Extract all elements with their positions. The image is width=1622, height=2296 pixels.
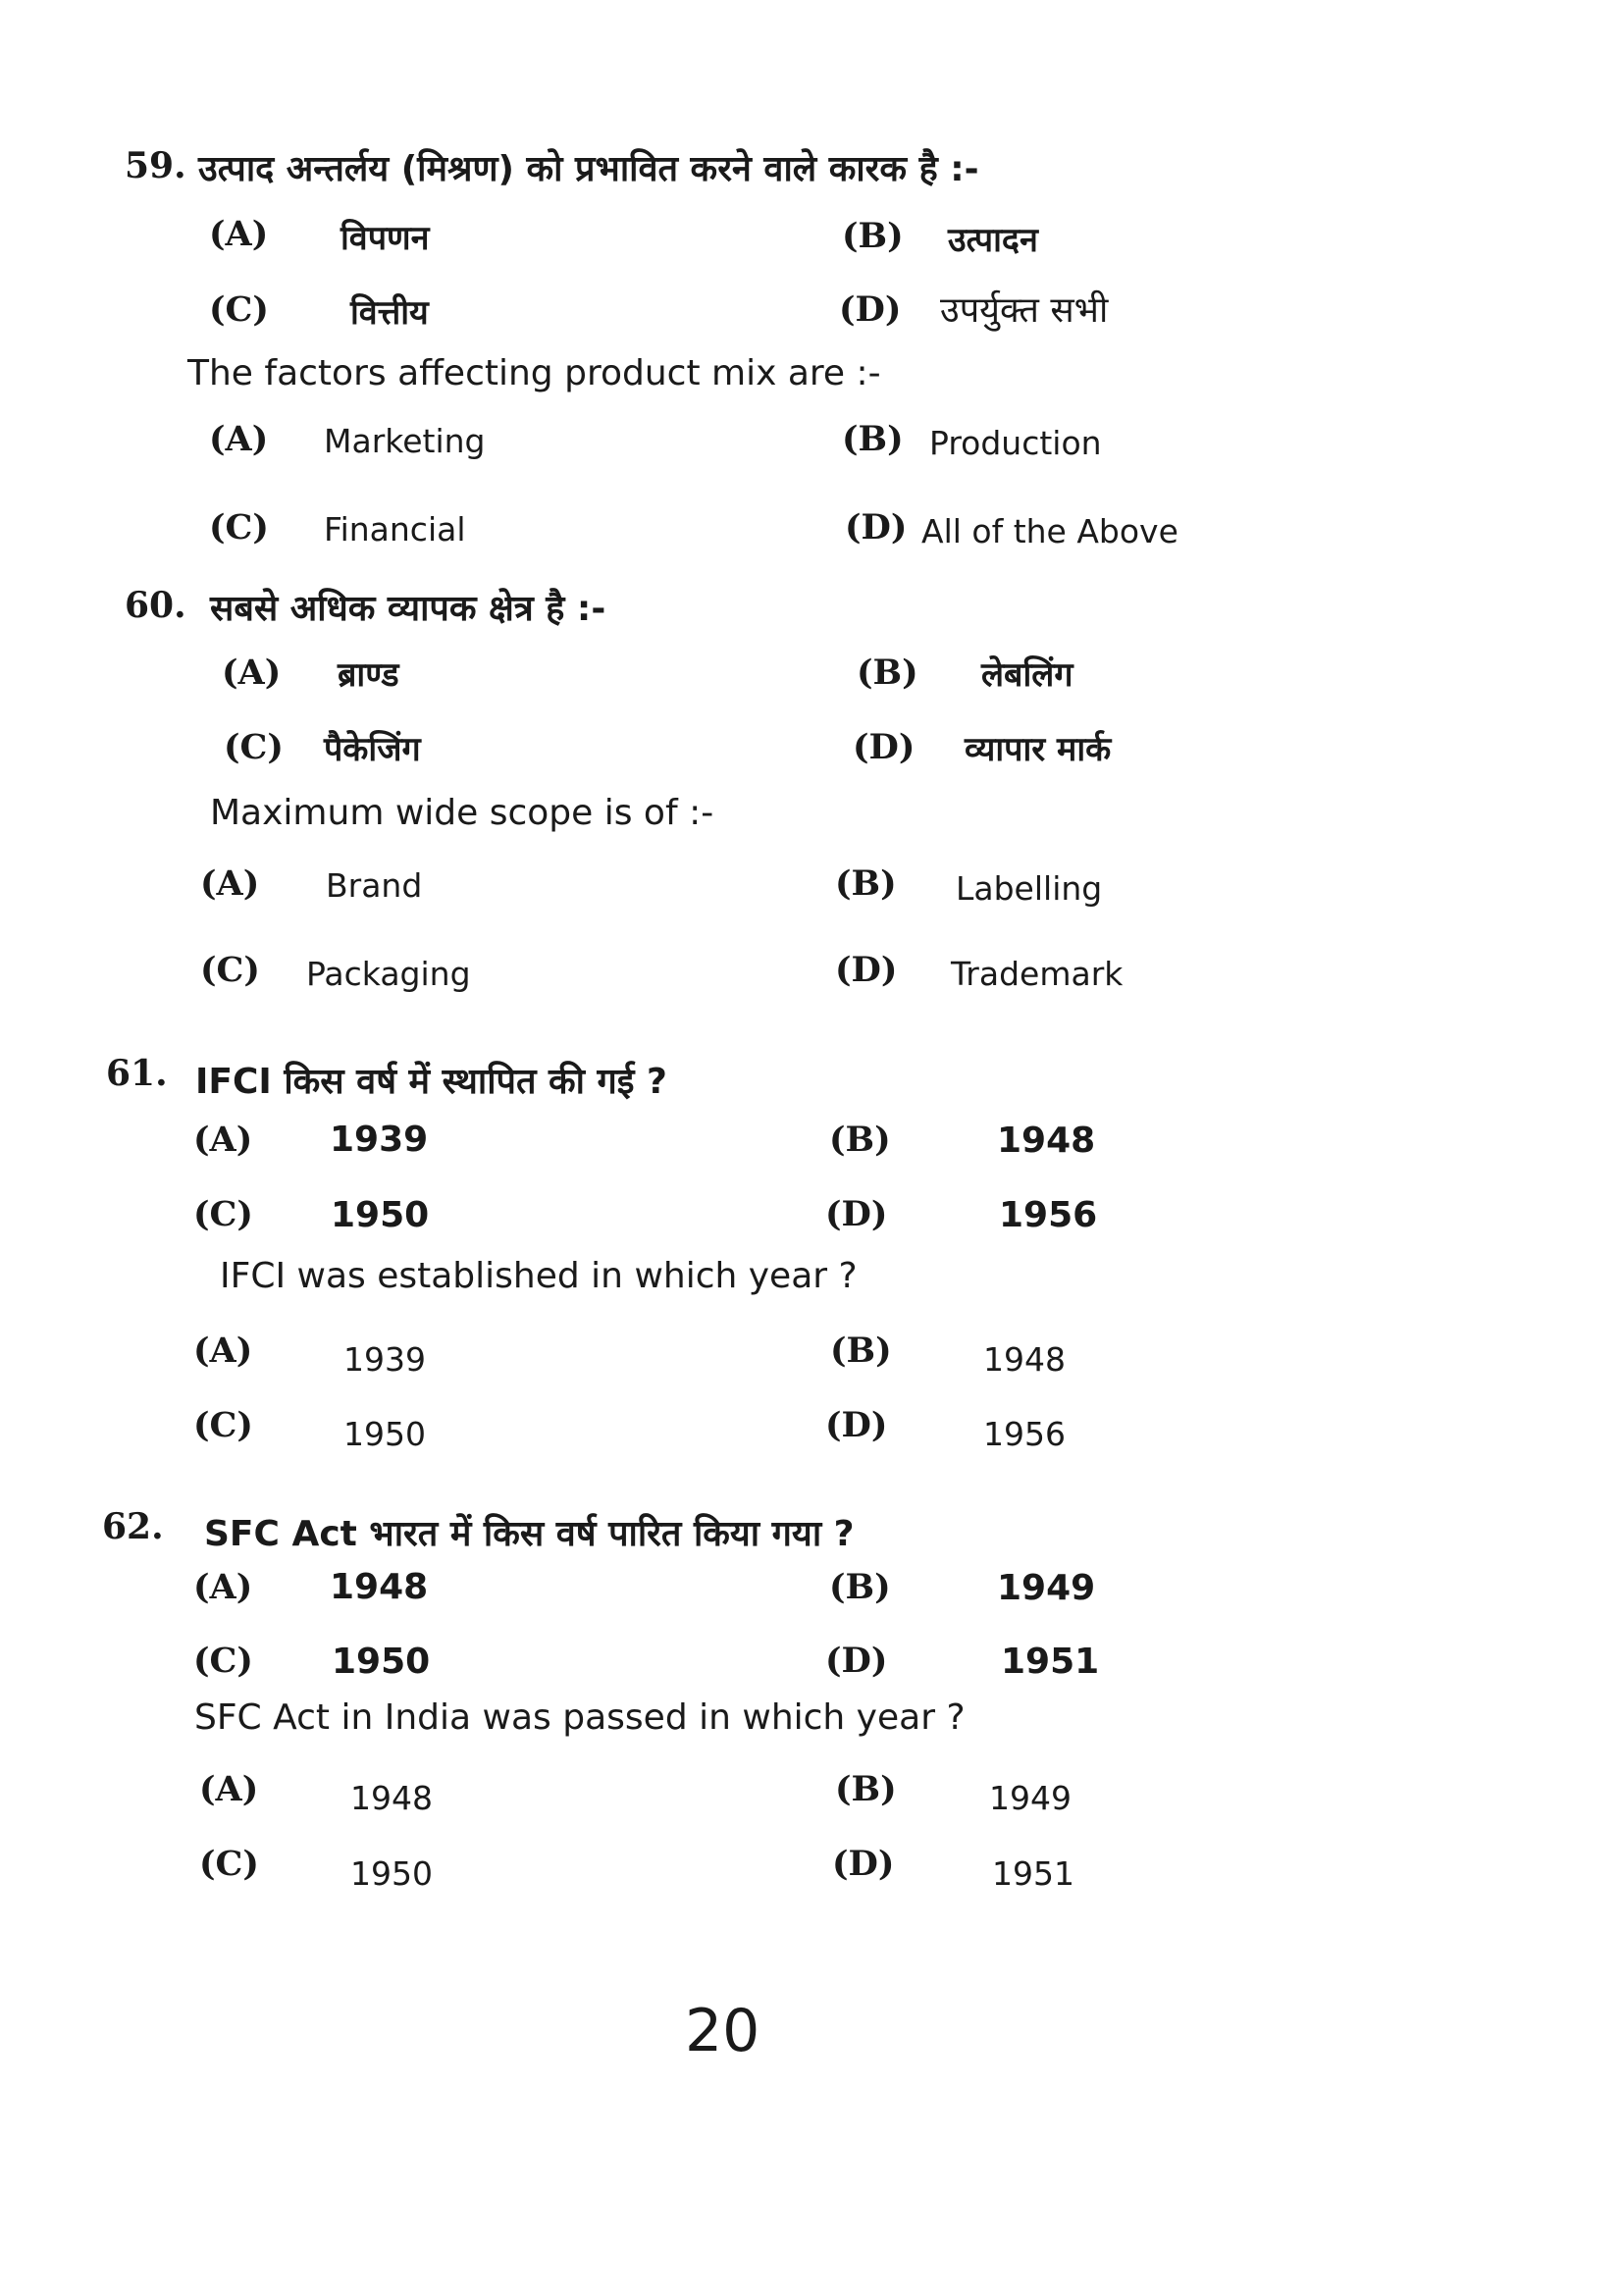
option-text-english: 1949 bbox=[989, 1779, 1072, 1817]
option-text-hindi: पैकेजिंग bbox=[324, 730, 421, 769]
option-label: (A) bbox=[209, 419, 269, 459]
option-text-hindi: 1948 bbox=[997, 1121, 1096, 1161]
option-label: (B) bbox=[829, 1567, 891, 1607]
question-text-english: SFC Act in India was passed in which year ? bbox=[194, 1697, 966, 1738]
option-text-english: 1950 bbox=[343, 1415, 426, 1453]
option-label: (A) bbox=[193, 1567, 253, 1607]
option-text-english: Packaging bbox=[306, 955, 471, 993]
option-label: (D) bbox=[839, 289, 902, 330]
question-text-hindi: उत्पाद अन्तर्लय (मिश्रण) को प्रभावित करने वाले कारक है :- bbox=[198, 149, 979, 189]
option-text-hindi: वित्तीय bbox=[350, 293, 429, 333]
question-text-hindi: IFCI किस वर्ष में स्थापित की गई ? bbox=[195, 1062, 667, 1102]
option-label: (A) bbox=[199, 1769, 259, 1809]
option-text-english: Marketing bbox=[324, 422, 486, 460]
option-text-hindi: 1951 bbox=[1001, 1642, 1100, 1682]
option-label: (D) bbox=[853, 727, 916, 767]
option-text-hindi: 1948 bbox=[330, 1567, 429, 1607]
option-label: (C) bbox=[209, 289, 269, 330]
question-number: 60. bbox=[125, 585, 186, 626]
question-number: 62. bbox=[102, 1506, 164, 1547]
option-label: (C) bbox=[209, 507, 269, 548]
option-text-hindi: 1956 bbox=[999, 1195, 1098, 1235]
option-label: (B) bbox=[835, 863, 897, 904]
question-number: 59. bbox=[125, 145, 186, 186]
question-text-hindi: सबसे अधिक व्यापक क्षेत्र है :- bbox=[210, 589, 606, 629]
option-label: (A) bbox=[193, 1331, 253, 1371]
option-text-hindi: 1939 bbox=[330, 1120, 429, 1160]
option-text-english: 1951 bbox=[992, 1854, 1074, 1893]
option-text-english: 1939 bbox=[343, 1340, 426, 1379]
option-label: (B) bbox=[835, 1769, 897, 1809]
option-label: (D) bbox=[835, 950, 898, 990]
option-text-english: 1950 bbox=[350, 1854, 433, 1893]
option-text-hindi: व्यापार मार्क bbox=[965, 730, 1112, 769]
option-text-hindi: उत्पादन bbox=[948, 221, 1038, 260]
question-text-hindi: SFC Act भारत में किस वर्ष पारित किया गया ? bbox=[204, 1514, 855, 1554]
option-label: (D) bbox=[825, 1405, 888, 1445]
option-label: (C) bbox=[193, 1405, 253, 1445]
option-text-english: Brand bbox=[326, 866, 423, 905]
option-label: (C) bbox=[200, 950, 260, 990]
option-text-hindi: ब्राण्ड bbox=[338, 655, 399, 695]
option-label: (B) bbox=[830, 1331, 892, 1371]
option-label: (D) bbox=[845, 507, 908, 548]
option-label: (D) bbox=[832, 1844, 895, 1884]
option-text-hindi: विपणन bbox=[340, 219, 430, 258]
option-label: (A) bbox=[200, 863, 260, 904]
question-text-english: The factors affecting product mix are :- bbox=[187, 353, 881, 393]
option-label: (B) bbox=[842, 419, 904, 459]
page-number: 20 bbox=[685, 1997, 760, 2065]
option-text-english: All of the Above bbox=[921, 512, 1178, 550]
option-text-english: 1948 bbox=[983, 1340, 1066, 1379]
option-text-hindi: 1949 bbox=[997, 1568, 1096, 1608]
option-label: (C) bbox=[199, 1844, 259, 1884]
option-text-english: Production bbox=[929, 424, 1102, 462]
option-text-hindi: उपर्युक्त सभी bbox=[940, 290, 1109, 331]
option-text-hindi: लेबलिंग bbox=[981, 655, 1073, 695]
option-text-english: 1956 bbox=[983, 1415, 1066, 1453]
question-number: 61. bbox=[106, 1053, 168, 1094]
option-text-english: Trademark bbox=[951, 955, 1124, 993]
question-text-english: IFCI was established in which year ? bbox=[220, 1256, 858, 1296]
question-text-english: Maximum wide scope is of :- bbox=[210, 793, 714, 833]
option-text-hindi: 1950 bbox=[332, 1642, 431, 1682]
option-label: (A) bbox=[222, 652, 282, 693]
option-label: (C) bbox=[193, 1641, 253, 1681]
option-label: (B) bbox=[842, 216, 904, 256]
option-label: (D) bbox=[825, 1641, 888, 1681]
option-label: (C) bbox=[193, 1194, 253, 1234]
option-label: (B) bbox=[857, 652, 918, 693]
option-label: (D) bbox=[825, 1194, 888, 1234]
option-text-english: Financial bbox=[324, 510, 466, 548]
option-text-english: Labelling bbox=[956, 869, 1103, 908]
option-label: (B) bbox=[829, 1120, 891, 1160]
option-label: (C) bbox=[224, 727, 284, 767]
option-label: (A) bbox=[209, 214, 269, 254]
option-text-english: 1948 bbox=[350, 1779, 433, 1817]
option-label: (A) bbox=[193, 1120, 253, 1160]
option-text-hindi: 1950 bbox=[331, 1195, 430, 1235]
